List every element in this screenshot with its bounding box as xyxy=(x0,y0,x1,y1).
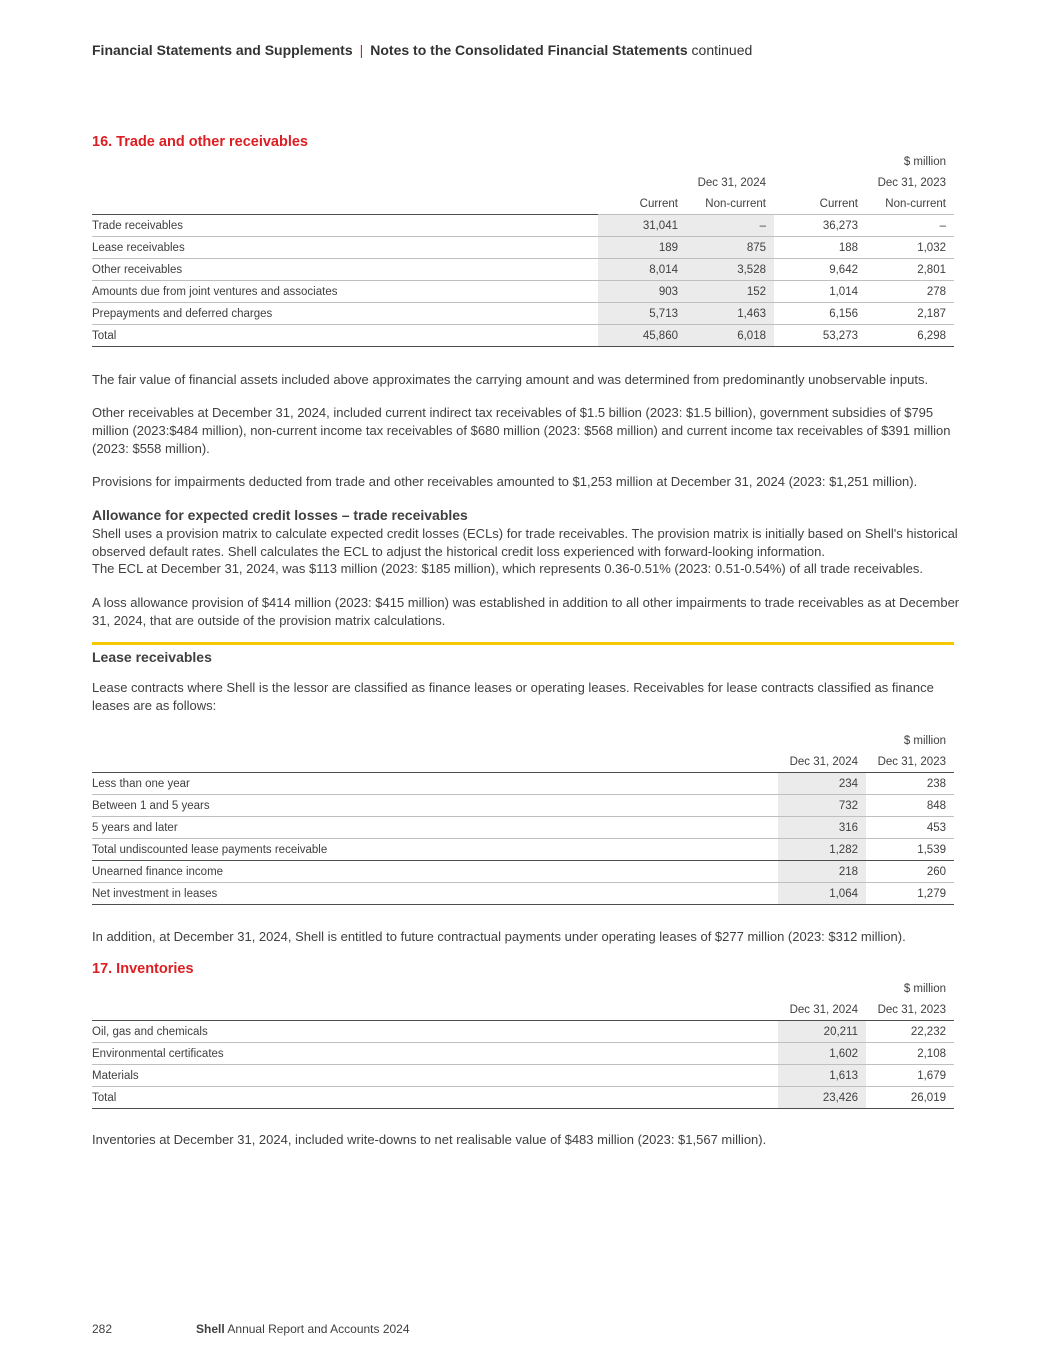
lease-heading: Lease receivables xyxy=(92,649,212,665)
table-row xyxy=(92,1043,954,1065)
column-header-row xyxy=(92,751,954,773)
section-title-inventories: 17. Inventories xyxy=(92,961,194,977)
cell-value: 45,860 xyxy=(598,325,686,347)
cell-value: 6,156 xyxy=(774,303,866,325)
cell-value: 278 xyxy=(866,281,954,303)
cell-value: 1,282 xyxy=(778,839,866,861)
cell-value: 453 xyxy=(866,817,954,839)
row-label: Trade receivables xyxy=(92,215,598,237)
row-label: Other receivables xyxy=(92,259,598,281)
cell-value: 53,273 xyxy=(774,325,866,347)
page-header xyxy=(92,42,752,58)
cell-value: 22,232 xyxy=(866,1021,954,1043)
unit-row xyxy=(92,151,954,172)
cell-value: 6,018 xyxy=(686,325,774,347)
cell-value: 6,298 xyxy=(866,325,954,347)
ecl-heading: Allowance for expected credit losses – trade receivables xyxy=(92,507,468,523)
row-label: Unearned finance income xyxy=(92,861,778,883)
col-noncurrent-2024: Non-current xyxy=(686,193,774,215)
cell-value: 1,064 xyxy=(778,883,866,905)
cell-value: 1,279 xyxy=(866,883,954,905)
cell-value: 3,528 xyxy=(686,259,774,281)
col-2024: Dec 31, 2024 xyxy=(789,755,858,768)
table-row xyxy=(92,861,954,883)
col-noncurrent-2023: Non-current xyxy=(866,193,954,215)
page-footer xyxy=(92,1322,410,1336)
yellow-divider xyxy=(92,642,954,645)
row-label: Lease receivables xyxy=(92,237,598,259)
header-suffix: continued xyxy=(691,42,753,58)
cell-value: 875 xyxy=(686,237,774,259)
cell-value: 218 xyxy=(778,861,866,883)
cell-value: 260 xyxy=(866,861,954,883)
row-label: Materials xyxy=(92,1065,778,1087)
row-label: Oil, gas and chemicals xyxy=(92,1021,778,1043)
table-row xyxy=(92,281,954,303)
cell-value: 23,426 xyxy=(778,1087,866,1109)
cell-value: 2,801 xyxy=(866,259,954,281)
unit-row xyxy=(92,978,954,999)
row-label: Less than one year xyxy=(92,773,778,795)
lease-intro-paragraph: Lease contracts where Shell is the lessor are classified as finance leases or operating leases. Receivables for lease contracts classified as finance leases are as follows: xyxy=(92,680,934,713)
table-row xyxy=(92,1021,954,1043)
table-row xyxy=(92,817,954,839)
table-row xyxy=(92,1065,954,1087)
loss-allowance-paragraph: A loss allowance provision of $414 million (2023: $415 million) was established in addition to all other impairments to trade receivables as at December 31, 2024, that are outside of the provision matrix calculations. xyxy=(92,595,960,628)
cell-value: 1,602 xyxy=(778,1043,866,1065)
cell-value: 848 xyxy=(866,795,954,817)
section-title-receivables: 16. Trade and other receivables xyxy=(92,134,308,150)
cell-value: 732 xyxy=(778,795,866,817)
cell-value: 1,613 xyxy=(778,1065,866,1087)
table-row xyxy=(92,303,954,325)
col-current-2023: Current xyxy=(774,193,866,215)
cell-value: 36,273 xyxy=(774,215,866,237)
table-row xyxy=(92,773,954,795)
cell-value: 2,187 xyxy=(866,303,954,325)
total-row xyxy=(92,325,954,347)
subtotal-row xyxy=(92,839,954,861)
row-label: Between 1 and 5 years xyxy=(92,795,778,817)
footer-report-title: Annual Report and Accounts 2024 xyxy=(227,1322,410,1336)
col-current-2024: Current xyxy=(598,193,686,215)
col-2023: Dec 31, 2023 xyxy=(877,755,946,768)
cell-value: 903 xyxy=(598,281,686,303)
operating-lease-paragraph: In addition, at December 31, 2024, Shell is entitled to future contractual payments under operating leases of $277 million (2023: $312 million). xyxy=(92,929,906,944)
row-label: Total undiscounted lease payments receivable xyxy=(92,839,778,861)
page-number: 282 xyxy=(92,1322,113,1336)
lease-table xyxy=(92,730,954,905)
fair-value-paragraph: The fair value of financial assets included above approximates the carrying amount and was determined from predominantly unobservable inputs. xyxy=(92,372,929,387)
cell-value: – xyxy=(866,215,954,237)
unit-label: $ million xyxy=(903,155,946,168)
total-row xyxy=(92,1087,954,1109)
ecl-value-paragraph: The ECL at December 31, 2024, was $113 million (2023: $185 million), which represents 0.36-0.51% (2023: 0.51-0.54%) of all trade receivables. xyxy=(92,561,924,576)
cell-value: – xyxy=(686,215,774,237)
row-label: Environmental certificates xyxy=(92,1043,778,1065)
row-label: Amounts due from joint ventures and associates xyxy=(92,281,598,303)
cell-value: 189 xyxy=(598,237,686,259)
row-label: Total xyxy=(92,1087,778,1109)
other-receivables-paragraph: Other receivables at December 31, 2024, included current indirect tax receivables of $1.5 billion (2023: $1.5 billion), government subsidies of $795 million (2023:$484 million), non-current income tax receivables of $680 million (2023: $568 million) and current income tax receivables of $391 million (2023: $558 million). xyxy=(92,405,951,456)
col-2023: Dec 31, 2023 xyxy=(877,1003,946,1016)
group-header-2024: Dec 31, 2024 xyxy=(697,176,766,189)
row-label: Total xyxy=(92,325,598,347)
inventories-note-paragraph: Inventories at December 31, 2024, included write-downs to net realisable value of $483 million (2023: $1,567 million). xyxy=(92,1132,767,1147)
cell-value: 1,539 xyxy=(866,839,954,861)
header-section: Financial Statements and Supplements xyxy=(92,42,353,58)
row-label: Net investment in leases xyxy=(92,883,778,905)
cell-value: 31,041 xyxy=(598,215,686,237)
column-header-row xyxy=(92,999,954,1021)
cell-value: 2,108 xyxy=(866,1043,954,1065)
group-header-2023: Dec 31, 2023 xyxy=(877,176,946,189)
cell-value: 1,463 xyxy=(686,303,774,325)
row-label: Prepayments and deferred charges xyxy=(92,303,598,325)
cell-value: 20,211 xyxy=(778,1021,866,1043)
provisions-paragraph: Provisions for impairments deducted from trade and other receivables amounted to $1,253 million at December 31, 2024 (2023: $1,251 million). xyxy=(92,474,918,489)
total-row xyxy=(92,883,954,905)
receivables-table xyxy=(92,151,954,347)
header-separator: | xyxy=(359,42,364,58)
col-2024: Dec 31, 2024 xyxy=(789,1003,858,1016)
unit-label: $ million xyxy=(903,982,946,995)
cell-value: 152 xyxy=(686,281,774,303)
cell-value: 8,014 xyxy=(598,259,686,281)
inventories-table xyxy=(92,978,954,1109)
ecl-paragraph: Shell uses a provision matrix to calculate expected credit losses (ECLs) for trade receivables. The provision matrix is initially based on Shell's historical observed default rates. Shell calculates the ECL to adjust the historical credit loss experienced with forward-looking information. xyxy=(92,526,958,559)
group-header-row xyxy=(92,172,954,193)
row-label: 5 years and later xyxy=(92,817,778,839)
column-header-row xyxy=(92,193,954,215)
cell-value: 238 xyxy=(866,773,954,795)
cell-value: 26,019 xyxy=(866,1087,954,1109)
table-row xyxy=(92,237,954,259)
table-row xyxy=(92,215,954,237)
unit-label: $ million xyxy=(903,734,946,747)
cell-value: 9,642 xyxy=(774,259,866,281)
cell-value: 316 xyxy=(778,817,866,839)
cell-value: 1,679 xyxy=(866,1065,954,1087)
cell-value: 5,713 xyxy=(598,303,686,325)
table-row xyxy=(92,795,954,817)
cell-value: 1,032 xyxy=(866,237,954,259)
table-row xyxy=(92,259,954,281)
header-chapter: Notes to the Consolidated Financial Statements xyxy=(370,42,688,58)
cell-value: 1,014 xyxy=(774,281,866,303)
cell-value: 234 xyxy=(778,773,866,795)
footer-brand: Shell xyxy=(196,1322,225,1336)
cell-value: 188 xyxy=(774,237,866,259)
unit-row xyxy=(92,730,954,751)
